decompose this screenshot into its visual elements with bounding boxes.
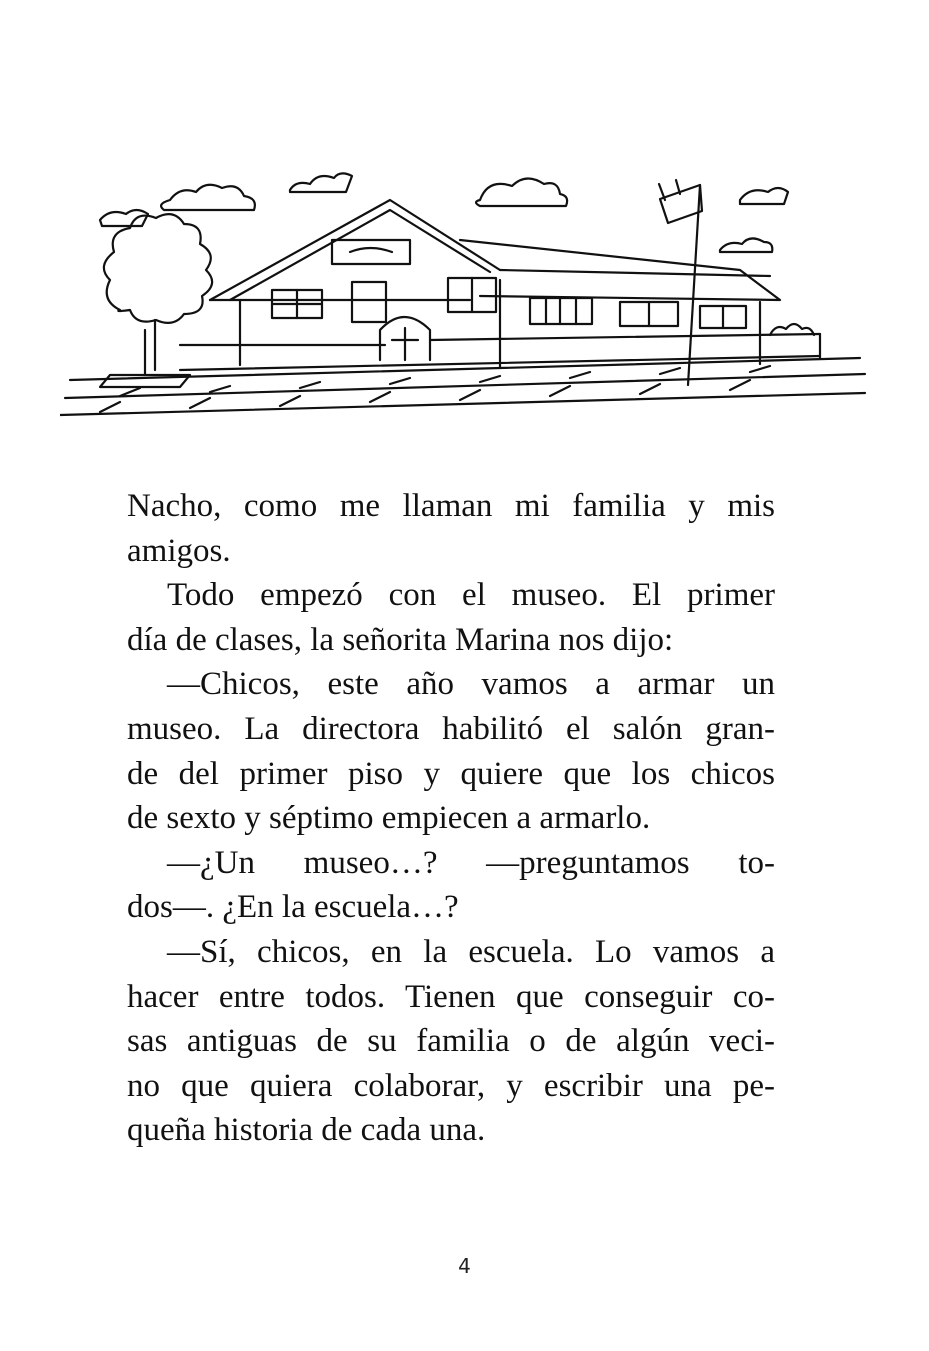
text-line: hacer entre todos. Tienen que conseguir co- [127, 978, 775, 1015]
text-line: queña historia de cada una. [127, 1112, 486, 1149]
text-line: amigos. [127, 532, 231, 569]
text-line: día de clases, la señorita Marina nos dijo: [127, 621, 674, 658]
text-line: —Sí, chicos, en la escuela. Lo vamos a [167, 933, 775, 970]
page-number: 4 [458, 1254, 471, 1278]
text-line: —Chicos, este año vamos a armar un [167, 666, 775, 703]
text-line: de sexto y séptimo empiecen a armarlo. [127, 800, 651, 837]
text-line: Nacho, como me llaman mi familia y mis [127, 488, 775, 524]
text-line: —¿Un museo…? —preguntamos to- [167, 844, 775, 881]
text-line: Todo empezó con el museo. El primer [167, 577, 775, 614]
text-line: dos—. ¿En la escuela…? [127, 889, 459, 926]
text-line: museo. La directora habilitó el salón gran- [127, 710, 775, 747]
school-building-illustration [60, 160, 875, 430]
text-line: sas antiguas de su familia o de algún veci- [127, 1023, 775, 1060]
text-line: de del primer piso y quiere que los chicos [127, 755, 775, 792]
text-line: no que quiera colaborar, y escribir una pe- [127, 1067, 775, 1104]
body-text [127, 484, 775, 1153]
